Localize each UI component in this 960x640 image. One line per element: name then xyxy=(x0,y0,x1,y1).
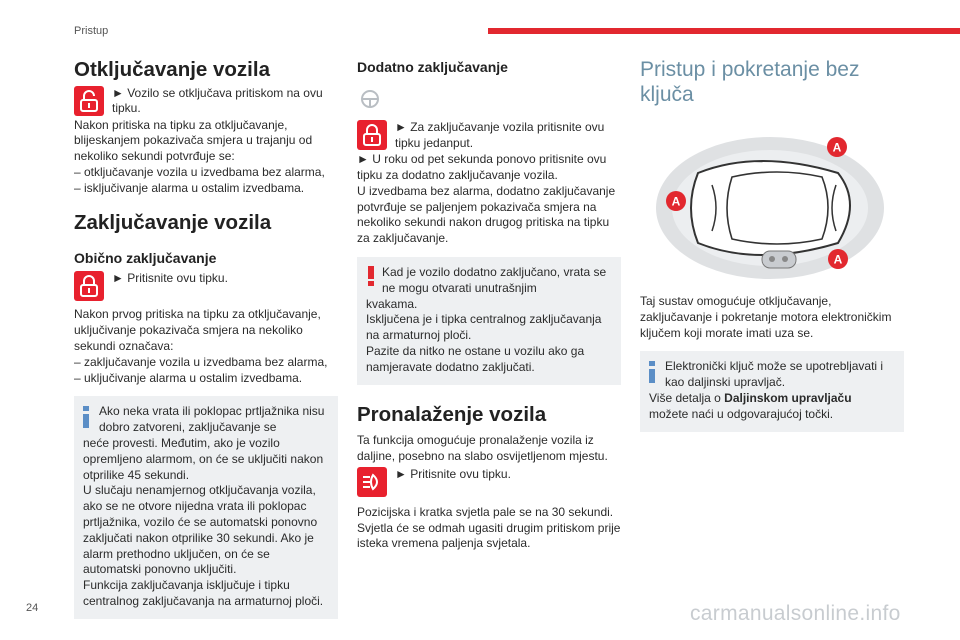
closed-lock-icon xyxy=(357,120,387,150)
keyless-paragraph: Taj sustav omogućuje otključavanje, zaključavanje i pokretanje motora elektroničkim ključem koji morate imati uza se. xyxy=(640,294,892,340)
column-middle xyxy=(357,58,621,552)
simple-press-text: ► Pritisnite ovu tipku. xyxy=(112,271,228,286)
simple-lock-title: Obično zaključavanje xyxy=(74,250,217,267)
unlock-press-text: ► Vozilo se otključava pritiskom na ovu tipku. xyxy=(112,85,323,116)
find-vehicle-title: Pronalaženje vozila xyxy=(357,402,547,426)
note-text: Funkcija zaključavanja isključuje i tipku centralnog zaključavanja na armaturnoj ploči. xyxy=(83,578,324,608)
zone-label: A xyxy=(832,140,842,155)
remote-control-link: Daljinskom upravljaču xyxy=(724,390,852,405)
simple-paragraph: Nakon prvog pritiska na tipku za otključavanje, uključivanje pokazivača smjera na nekoliko sekundi označava: xyxy=(74,307,321,353)
unlock-instruction xyxy=(74,86,338,120)
info-icon xyxy=(83,406,89,428)
simple-list-item: – zaključavanje vozila u izvedbama bez alarma, xyxy=(74,354,328,369)
note-text: neće provesti. Međutim, ako je vozilo opremljeno alarmom, on će se uključiti nakon otprilike 45 sekundi. xyxy=(83,435,324,482)
zone-badge-bottom xyxy=(828,249,848,269)
warning-text: Pazite da nitko ne ostane u vozilu ako ga namjeravate dodatno zaključati. xyxy=(366,343,585,374)
extra-lock-instruction xyxy=(357,120,621,154)
lock-title: Zaključavanje vozila xyxy=(74,210,272,234)
keyless-note-text xyxy=(649,391,895,407)
info-note xyxy=(74,396,338,618)
warning-note xyxy=(357,257,621,385)
simple-lock-instruction xyxy=(74,271,338,305)
open-lock-icon xyxy=(74,86,104,116)
column-left xyxy=(74,58,338,619)
closed-lock-icon xyxy=(74,271,104,301)
zone-badge-left xyxy=(666,191,686,211)
keyless-info-note xyxy=(640,351,904,431)
steering-wheel-icon xyxy=(357,86,383,112)
find-instruction xyxy=(357,467,621,501)
warning-text: kvakama. xyxy=(366,296,418,311)
note-prefix: Više detalja o xyxy=(649,390,725,405)
page-number: 24 xyxy=(26,602,39,614)
car-zone-illustration xyxy=(650,133,888,283)
find-press-text: ► Pritisnite ovu tipku. xyxy=(395,466,511,481)
extra-lock-title: Dodatno zaključavanje xyxy=(357,59,508,75)
unlock-list-item: – otključavanje vozila u izvedbama bez alarma, xyxy=(74,164,325,179)
headlight-icon xyxy=(357,467,387,497)
info-icon xyxy=(649,361,655,383)
find-paragraph-2: Pozicijska i kratka svjetla pale se na 30 sekundi. Svjetla će se odmah ugasiti drugim pritiskom prije isteka vremena paljenja svjetala. xyxy=(357,504,621,551)
extra-press-text: ► Za zaključavanje vozila pritisnite ovu tipku jedanput. xyxy=(395,120,605,150)
unlock-list-item: – isključivanje alarma u ostalim izvedbama. xyxy=(74,180,305,195)
zone-label: A xyxy=(671,194,681,209)
column-right xyxy=(640,58,904,108)
header-section-label: Pristup xyxy=(74,25,109,37)
watermark: carmanualsonline.info xyxy=(690,602,901,625)
header-accent-bar xyxy=(488,28,960,34)
keyless-note-text: Elektronički ključ može se upotrebljavati i kao daljinski upravljač. xyxy=(665,359,884,390)
unlock-paragraph: Nakon pritiska na tipku za otključavanje, blijeskanjem pokazivača smjera u trajanju od nekoliko sekundi potvrđuje se: xyxy=(74,117,313,164)
extra-list-item: ► U roku od pet sekunda ponovo pritisnite ovu tipku za dodatno zaključavanje vozila. xyxy=(357,152,607,182)
unlock-title: Otključavanje vozila xyxy=(74,58,270,81)
find-paragraph: Ta funkcija omogućuje pronalaženje vozila iz daljine, posebno na slabo osvijetljenom mjestu. xyxy=(357,433,608,463)
note-text: U slučaju nenamjernog otključavanja vozila, ako se ne otvore nijedna vrata ili poklopac prtljažnika, vozilo će se automatski ponovno zaključati nakon otprilike 30 sekundi. Ako je alarm prethodno uključen, on će se automatski ponovno uključiti. xyxy=(83,483,318,577)
zone-badge-top xyxy=(827,137,847,157)
warning-text: Kad je vozilo dodatno zaključano, vrata se ne mogu otvarati unutrašnjim xyxy=(382,264,607,295)
extra-paragraph: U izvedbama bez alarma, dodatno zaključavanje potvrđuje se paljenjem pokazivača smjera na nekoliko sekundi nakon drugog pritiska na tipku za zaključavanje. xyxy=(357,183,616,246)
warning-text: Isključena je i tipka centralnog zaključavanja na armaturnoj ploči. xyxy=(366,312,602,343)
zone-label: A xyxy=(833,252,843,267)
warning-icon xyxy=(366,266,376,286)
keyless-body xyxy=(640,294,904,432)
simple-list-item: – uključivanje alarma u ostalim izvedbama. xyxy=(74,370,303,385)
note-text: Ako neka vrata ili poklopac prtljažnika nisu dobro zatvoreni, zaključavanje se xyxy=(99,404,325,435)
keyless-note-text: možete naći u odgovarajućoj točki. xyxy=(649,406,834,421)
keyless-title: Pristup i pokretanje bez ključa xyxy=(640,58,860,106)
